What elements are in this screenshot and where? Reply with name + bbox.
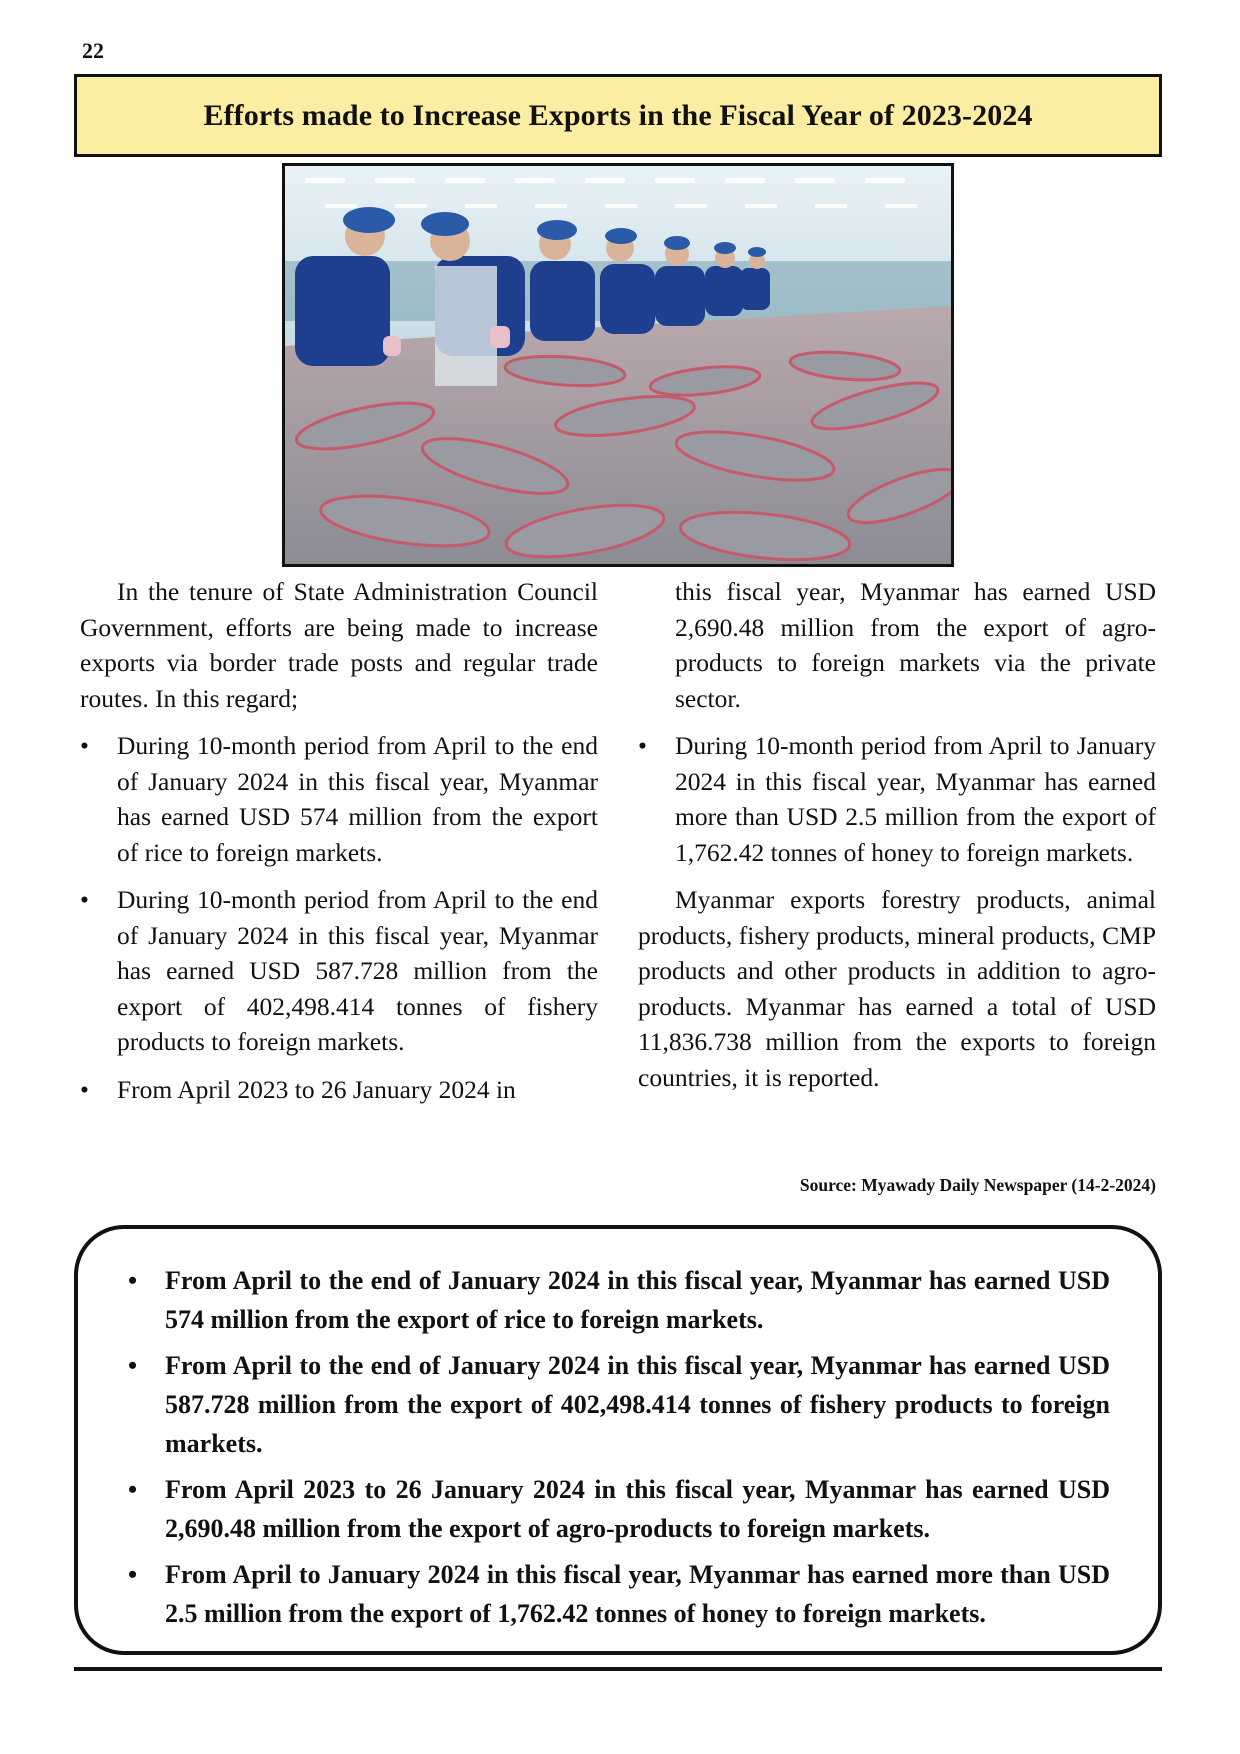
list-item: • During 10-month period from April to the end of January 2024 in this fiscal year, Myanmar has earned USD 587.728 million from the export of 402,498.414 tonnes of fishery products to foreign markets.	[80, 882, 598, 1060]
list-item: • From April 2023 to 26 January 2024 in	[80, 1072, 598, 1108]
source-citation: Source: Myawady Daily Newspaper (14-2-2024)	[799, 1175, 1156, 1195]
photo-illustration	[285, 166, 951, 564]
page-number: 22	[82, 38, 104, 63]
bottom-divider	[74, 1667, 1162, 1671]
summary-item: • From April to the end of January 2024 in this fiscal year, Myanmar has earned USD 587.728 million from the export of 402,498.414 tonnes of fishery products to foreign markets.	[128, 1346, 1110, 1463]
page-title: Efforts made to Increase Exports in the Fiscal Year of 2023-2024	[203, 98, 1033, 132]
closing-paragraph: Myanmar exports forestry products, animal products, fishery products, mineral products, CMP products and other products in addition to agro-products. Myanmar has earned a total of USD 11,836.738 million from the exports to foreign countries, it is reported.	[638, 885, 1156, 1092]
right-column	[638, 574, 1156, 1107]
summary-list	[128, 1261, 1110, 1633]
summary-item: • From April to the end of January 2024 in this fiscal year, Myanmar has earned USD 574 million from the export of rice to foreign markets.	[128, 1261, 1110, 1339]
right-bullet-list	[638, 728, 1156, 870]
left-bullet-list	[80, 728, 598, 1107]
left-column	[80, 574, 598, 1119]
title-banner	[74, 74, 1162, 157]
list-item: • During 10-month period from April to January 2024 in this fiscal year, Myanmar has earned more than USD 2.5 million from the export of 1,762.42 tonnes of honey to foreign markets.	[638, 728, 1156, 870]
fish-processing-photo	[282, 163, 954, 567]
intro-paragraph: In the tenure of State Administration Council Government, efforts are being made to increase exports via border trade posts and regular trade routes. In this regard;	[80, 577, 598, 713]
summary-item: • From April 2023 to 26 January 2024 in this fiscal year, Myanmar has earned USD 2,690.48 million from the export of agro-products to foreign markets.	[128, 1470, 1110, 1548]
summary-box	[74, 1225, 1162, 1655]
summary-item: • From April to January 2024 in this fiscal year, Myanmar has earned more than USD 2.5 million from the export of 1,762.42 tonnes of honey to foreign markets.	[128, 1555, 1110, 1633]
bullet-continuation: this fiscal year, Myanmar has earned USD 2,690.48 million from the export of agro-products to foreign markets via the private sector.	[675, 577, 1156, 713]
list-item: • During 10-month period from April to the end of January 2024 in this fiscal year, Myanmar has earned USD 574 million from the export of rice to foreign markets.	[80, 728, 598, 870]
